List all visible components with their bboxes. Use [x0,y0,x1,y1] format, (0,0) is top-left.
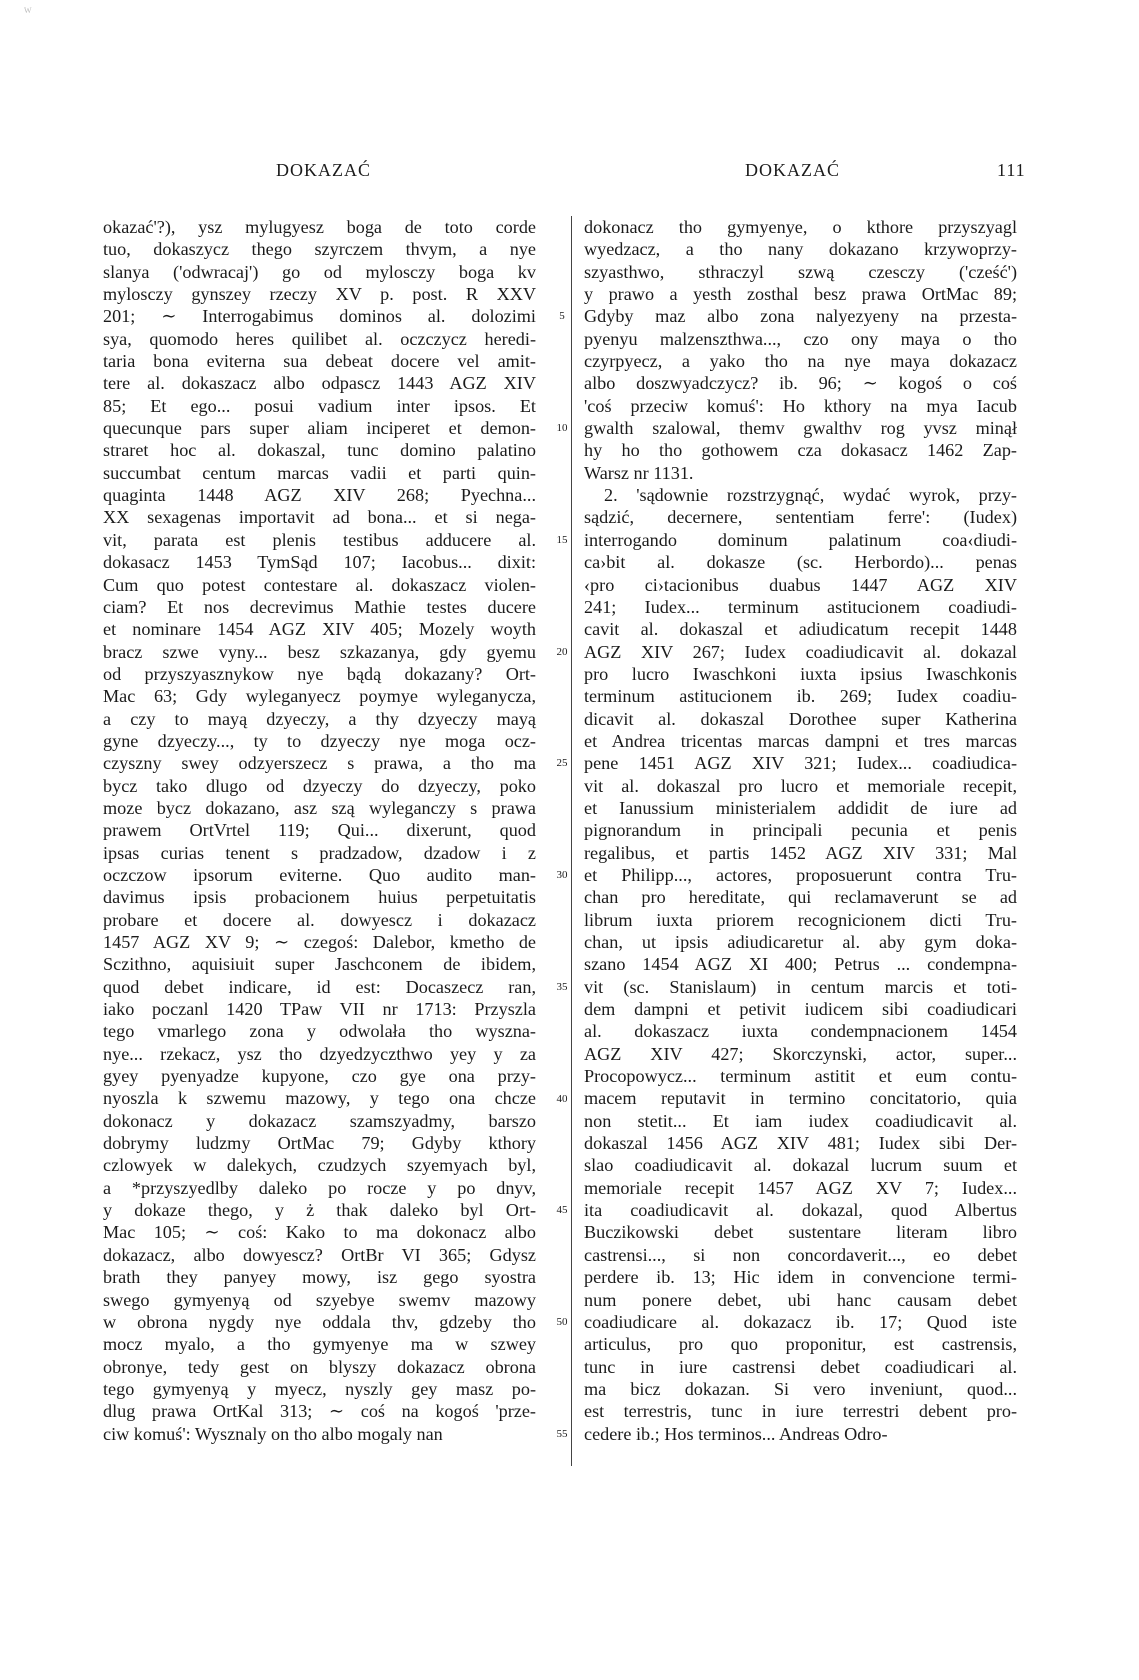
text-line: mocz myalo, a tho gymyenye ma w szwey [103,1334,536,1355]
text-line: vit, parata est plenis testibus adducere al. [103,529,536,550]
text-line: ciw komuś': Wysznaly on tho albo mogaly nan [103,1423,443,1444]
line-number: 40 [556,1092,568,1105]
text-line: a czy to mayą dzyeczy, a thy dzyeczy mayą [103,708,536,729]
text-line: pene 1451 AGZ XIV 321; Iudex... coadiudica- [584,753,1017,774]
text-line: quod debet indicare, id est: Docaszecz ran, [103,976,536,997]
text-line: Sczithno, aquisiuit super Jaschconem de ibidem, [103,954,536,975]
text-line: vit al. dokaszal pro lucro et memoriale recepit, [584,775,1017,796]
text-line: iako poczanl 1420 TPaw VII nr 1713: Przyszla [103,999,536,1020]
text-line: gwalth szalowal, themv gwalthv rog yvsz minął [584,418,1017,439]
text-line: czyrpyecz, a yako tho na nye maya dokazacz [584,351,1017,372]
text-line: succumbat centum marcas vadii et parti quin- [103,462,536,483]
text-line: dobrymy ludzmy OrtMac 79; Gdyby kthory [103,1133,536,1154]
text-line: 241; Iudex... terminum astitucionem coadiudi- [584,596,1017,617]
text-line: straret hoc al. dokaszal, tunc domino palatino [103,440,536,461]
text-line: librum iuxta priorem recognicionem dicti Tru- [584,909,1017,930]
text-line: interrogando dominum palatinum coa‹diudi- [584,529,1017,550]
column-divider [571,216,572,1466]
text-line: et Ianussium ministerialem addidit de iure ad [584,797,1017,818]
line-number: 10 [556,422,568,435]
text-line: davimus ipsis probacionem huius perpetuitatis [103,887,536,908]
text-line: pignorandum in principali pecunia et penis [584,820,1017,841]
text-line: pro lucro Iwaschkoni iuxta ipsius Iwaschkonis [584,663,1017,684]
text-line: al. dokaszacz iuxta condempnacionem 1454 [584,1021,1017,1042]
text-line: AGZ XIV 267; Iudex coadiudicavit al. dokazal [584,641,1017,662]
text-line: od przyszyasznykow nye bądą dokazany? Ort- [103,663,536,684]
page-number: 111 [997,160,1026,180]
text-line: articulus, pro quo proponitur, est castrensis, [584,1334,1017,1355]
text-line: oczczow ipsorum eviterne. Quo audito man- [103,864,536,885]
left-column [103,216,536,1445]
text-line: tego gymyenyą y myecz, nyszly gey masz po- [103,1378,536,1399]
text-line: dokasacz 1453 TymSąd 107; Iacobus... dixit: [103,552,536,573]
text-line: chan, ut ipsis adiudicaretur al. aby gym doka- [584,932,1017,952]
text-line: 201; ∼ Interrogabimus dominos al. dolozimi [103,306,536,327]
text-line: quaginta 1448 AGZ XIV 268; Pyechna... [103,485,536,506]
text-line: et Philipp..., actores, proposuerunt contra Tru- [584,864,1017,885]
text-line: tego vmarlego zona y odwolała tho wyszna- [103,1021,536,1042]
text-line: taria bona eviterna sua debeat docere vel amit- [103,351,536,372]
text-line: ita coadiudicavit al. dokazal, quod Albertus [584,1200,1017,1221]
text-line: albo doszwyadczycz? ib. 96; ∼ kogoś o coś [584,373,1017,394]
text-line: Mac 105; ∼ coś: Kako to ma dokonacz albo [103,1222,536,1243]
text-line: dokonacz y dokazacz szamszyadmy, barszo [103,1110,536,1131]
text-line: macem reputavit in termino concitatorio, quia [584,1088,1017,1109]
text-line: y prawo a yesth zosthal besz prawa OrtMac 89; [584,284,1017,305]
text-line: Cum quo potest contestare al. dokaszacz violen- [103,574,536,595]
text-line: terminum astitucionem ib. 269; Iudex coadiu- [584,686,1017,707]
text-line: regalibus, et partis 1452 AGZ XIV 331; Mal [584,842,1017,863]
text-line: cedere ib.; Hos terminos... Andreas Odro- [584,1423,888,1444]
text-line: szano 1454 AGZ XI 400; Petrus ... condempna- [584,954,1017,975]
text-line: coadiudicare al. dokazacz ib. 17; Quod iste [584,1311,1017,1332]
text-line: tere al. dokaszacz albo odpascz 1443 AGZ XIV [103,373,536,394]
text-line: cavit al. dokaszal et adiudicatum recepit 1448 [584,619,1017,640]
text-line: czlowyek w dalekych, czudzych szyemyach byl, [103,1155,536,1176]
text-line: Gdyby maz albo zona nalyezyeny na przesta- [584,306,1017,327]
corner-mark: W [24,6,32,15]
text-line: dlug prawa OrtKal 313; ∼ coś na kogoś 'prze- [103,1401,536,1422]
text-line: 85; Et ego... posui vadium inter ipsos. Et [103,395,536,416]
line-number: 5 [559,310,565,323]
line-number: 45 [556,1204,568,1217]
text-line: perdere ib. 13; Hic idem in convencione termi- [584,1267,1017,1288]
text-line: Buczikowski debet sustentare literam libro [584,1222,1017,1243]
text-line: num ponere debet, ubi hanc causam debet [584,1289,1017,1310]
line-number: 35 [556,980,568,993]
text-line: czyszny swey odzyerszecz s prawa, a tho ma [103,753,536,774]
text-line: XX sexagenas importavit ad bona... et si nega- [103,507,536,528]
text-line: chan pro hereditate, qui reclamaverunt se ad [584,887,1017,908]
text-line: ma bicz dokazan. Si vero inveniunt, quod... [584,1378,1017,1399]
text-line: nyoszla k szwemu mazowy, y tego ona chcze [103,1088,536,1109]
text-line: pyenyu malzenszthwa..., czo ony maya o tho [584,328,1017,349]
text-line: obronye, tedy gest on blyszy dokazacz obrona [103,1356,536,1377]
right-column [584,216,1017,1445]
text-line: ca›bit al. dokasze (sc. Herbordo)... penas [584,552,1017,573]
text-line: tuo, dokaszycz thego szyrczem thvym, a nye [103,239,536,260]
text-line: w obrona nygdy nye oddala thv, gdzeby tho [103,1311,536,1332]
text-line: nye... rzekacz, ysz tho dzyedzyczthwo yey y za [103,1043,536,1064]
text-line: bracz szwe vyny... besz szkazanya, gdy gyemu [103,641,536,662]
text-line: moze bycz dokazano, asz szą wyleganczy s prawa [103,797,536,818]
text-line: dem dampni et petivit iudicem sibi coadiudicari [584,999,1017,1020]
text-line: y dokaze thego, y ż thak daleko byl Ort- [103,1200,536,1221]
text-line: sądzić, decernere, sententiam ferre': (Iudex) [584,507,1017,528]
text-line: wyedzacz, a tho nany dokazano krzywoprzy- [584,239,1017,260]
text-line: tunc in iure castrensi debet coadiudicari al. [584,1356,1017,1377]
text-line: Mac 63; Gdy wyleganyecz poymye wyleganycza, [103,686,536,707]
text-line: et Andrea tricentas marcas dampni et tres marcas [584,730,1017,751]
text-line: memoriale recepit 1457 AGZ XV 7; Iudex... [584,1177,1017,1198]
text-line: 1457 AGZ XV 9; ∼ czegoś: Dalebor, kmetho de [103,932,536,952]
line-number: 30 [556,869,568,882]
text-line: ciam? Et nos decrevimus Mathie testes ducere [103,596,536,617]
line-number: 55 [556,1427,568,1440]
text-line: dokonacz tho gymyenye, o kthore przyszyagl [584,217,1017,237]
text-line: swego gymyenyą od szyebye swemv mazowy [103,1289,536,1310]
text-line: quecunque pars super aliam inciperet et demon- [103,418,536,439]
text-line: slao coadiudicavit al. dokazal lucrum suum et [584,1155,1017,1176]
line-number: 20 [556,645,568,658]
text-line: castrensi..., si non concordaverit..., eo debet [584,1244,1017,1265]
text-line: slanya ('odwracaj') go od mylosczy boga kv [103,261,536,282]
line-number: 50 [556,1316,568,1329]
text-line: non stetit... Et iam iudex coadiudicavit al. [584,1110,1017,1131]
text-line: mylosczy gynszey rzeczy XV p. post. R XXV [103,284,536,305]
text-line: probare et docere al. dowyescz i dokazacz [103,909,536,930]
text-line: brath they panyey mowy, isz gego syostra [103,1267,536,1288]
text-line: 2. 'sądownie rozstrzygnąć, wydać wyrok, przy- [604,485,1017,506]
line-number: 15 [556,533,568,546]
text-line: bycz tako dlugo od dzyeczy do dzyeczy, poko [103,775,536,796]
text-line: dicavit al. dokaszal Dorothee super Katherina [584,708,1017,729]
text-line: Warsz nr 1131. [584,462,694,483]
text-line: AGZ XIV 427; Skorczynski, actor, super... [584,1043,1017,1064]
running-header-left: DOKAZAĆ [276,160,371,180]
text-line: sya, quomodo heres quilibet al. oczczycz heredi- [103,328,536,349]
text-line: prawem OrtVrtel 119; Qui... dixerunt, quod [103,820,536,841]
text-line: szyasthwo, sthraczyl szwą czesczy ('cześć') [584,261,1017,282]
text-line: hy ho tho gothowem cza dokasacz 1462 Zap- [584,440,1017,461]
text-line: dokazacz, albo dowyescz? OrtBr VI 365; Gdysz [103,1244,536,1265]
text-line: 'coś przeciw komuś': Ho kthory na mya Iacub [584,395,1017,416]
running-header-right: DOKAZAĆ [745,160,840,180]
line-number: 25 [556,757,568,770]
text-line: gyne dzyeczy..., ty to dzyeczy nye moga ocz- [103,730,536,751]
text-line: gyey pyenyadze kupyone, czo gye ona przy- [103,1066,536,1087]
text-line: vit (sc. Stanislaum) in centum marcis et toti- [584,976,1017,997]
text-line: okazać'?), ysz mylugyesz boga de toto corde [103,217,536,237]
text-line: est terrestris, tunc in iure terrestri debent pro- [584,1401,1017,1422]
text-line: dokaszal 1456 AGZ XIV 481; Iudex sibi Der- [584,1133,1017,1154]
text-line: Procopowycz... terminum astitit et eum contu- [584,1066,1017,1087]
text-line: a *przyszyedlby daleko po rocze y po dnyv, [103,1177,536,1198]
text-line: ‹pro ci›tacionibus duabus 1447 AGZ XIV [584,574,1017,595]
text-line: et nominare 1454 AGZ XIV 405; Mozely woyth [103,619,536,640]
text-line: ipsas curias tenent s pradzadow, dzadow i z [103,842,536,863]
